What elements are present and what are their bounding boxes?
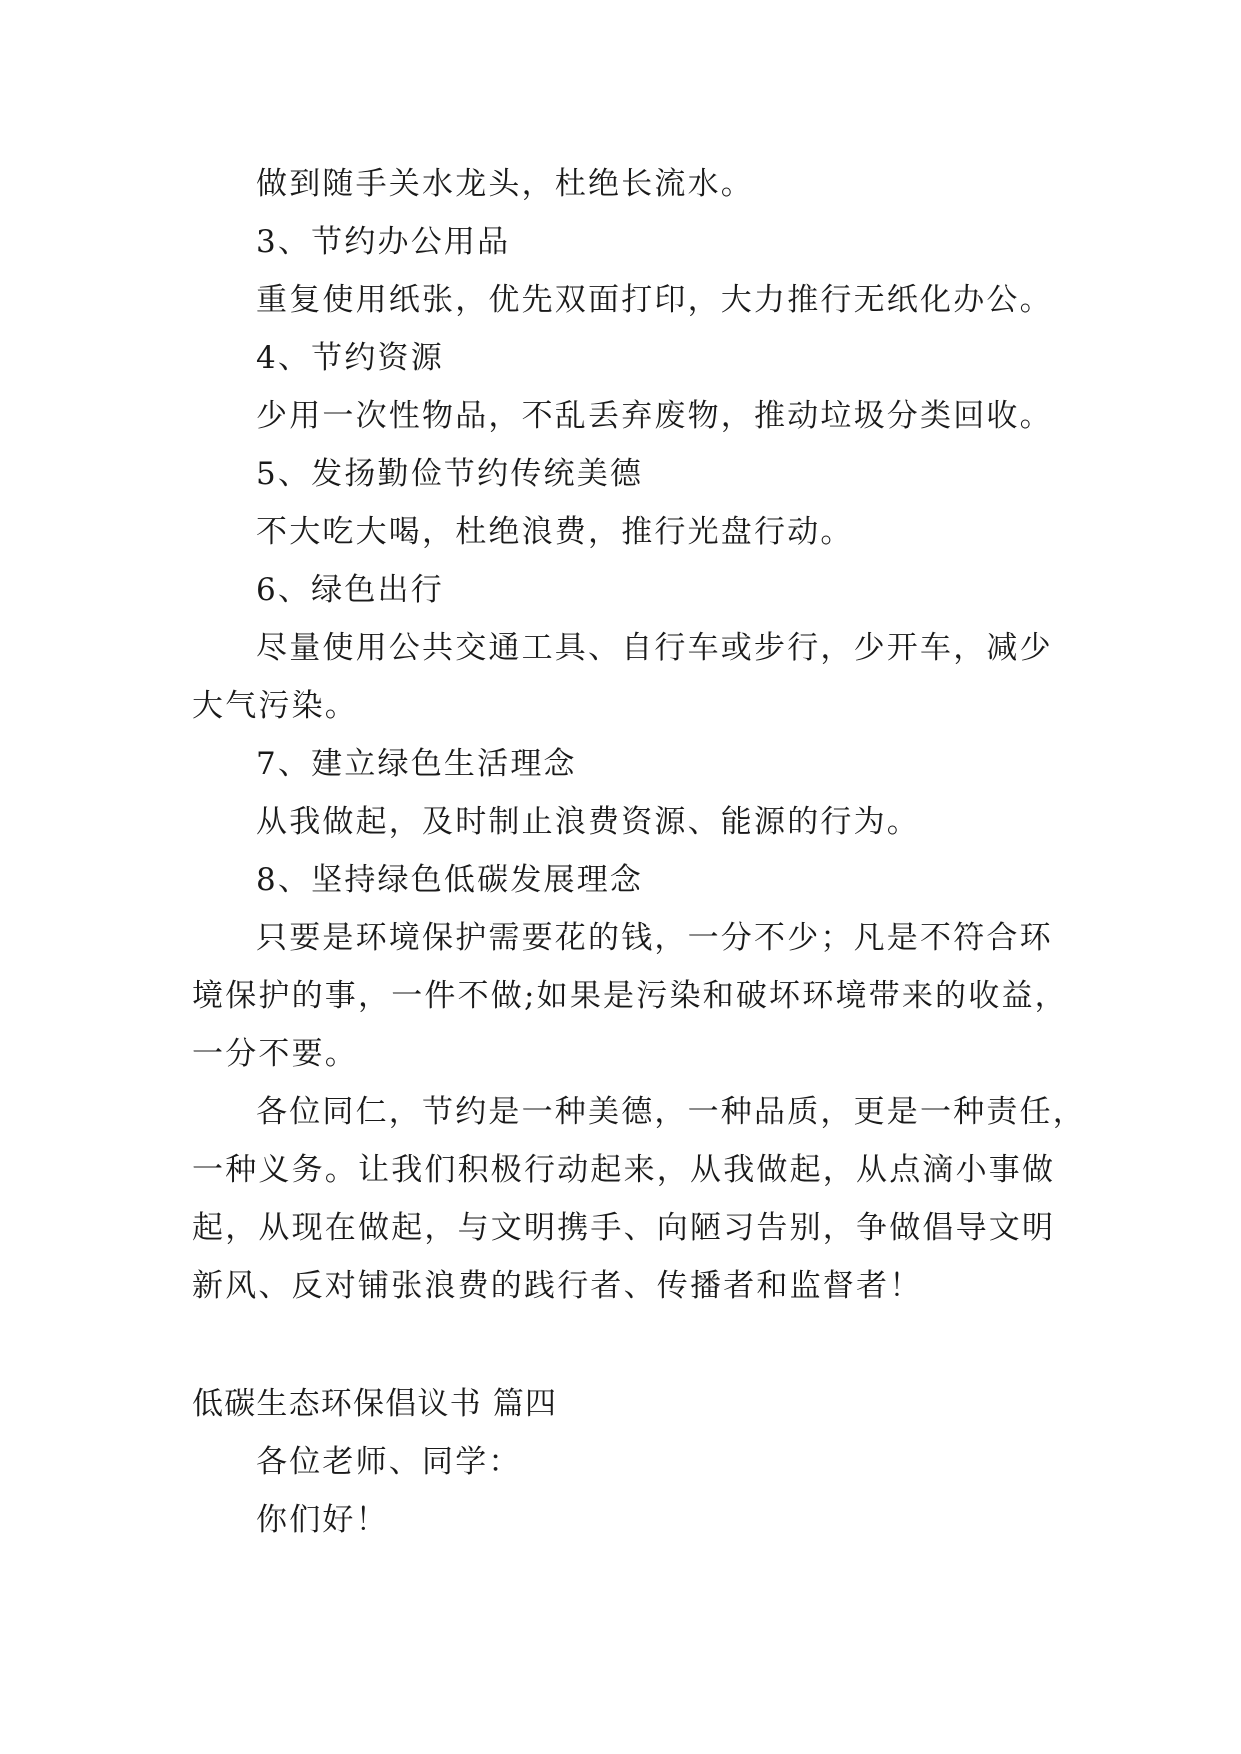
salutation: 各位老师、同学： bbox=[256, 1444, 522, 1480]
text-line: 各位同仁，节约是一种美德，一种品质，更是一种责任， bbox=[256, 1094, 1086, 1130]
text-line: 不大吃大喝，杜绝浪费，推行光盘行动。 bbox=[256, 514, 854, 550]
list-item-heading: 8、坚持绿色低碳发展理念 bbox=[256, 862, 644, 898]
greeting: 你们好！ bbox=[256, 1502, 389, 1538]
text-line: 一种义务。让我们积极行动起来，从我做起，从点滴小事做 bbox=[192, 1152, 1056, 1188]
text-line: 只要是环境保护需要花的钱，一分不少；凡是不符合环 bbox=[256, 920, 1053, 956]
list-item-heading: 6、绿色出行 bbox=[256, 572, 444, 608]
text-line: 一分不要。 bbox=[192, 1036, 358, 1072]
text-line: 新风、反对铺张浪费的践行者、传播者和监督者！ bbox=[192, 1268, 923, 1304]
text-line: 大气污染。 bbox=[192, 688, 358, 724]
text-line: 境保护的事，一件不做;如果是污染和破坏环境带来的收益， bbox=[192, 978, 1068, 1014]
text-line: 少用一次性物品，不乱丢弃废物，推动垃圾分类回收。 bbox=[256, 398, 1053, 434]
text-line: 重复使用纸张，优先双面打印，大力推行无纸化办公。 bbox=[256, 282, 1053, 318]
section-title: 低碳生态环保倡议书 篇四 bbox=[192, 1386, 558, 1422]
list-item-heading: 3、节约办公用品 bbox=[256, 224, 511, 260]
text-line: 尽量使用公共交通工具、自行车或步行，少开车，减少 bbox=[256, 630, 1053, 666]
list-item-heading: 4、节约资源 bbox=[256, 340, 444, 376]
text-line: 起，从现在做起，与文明携手、向陋习告别，争做倡导文明 bbox=[192, 1210, 1056, 1246]
list-item-heading: 5、发扬勤俭节约传统美德 bbox=[256, 456, 644, 492]
text-line: 从我做起，及时制止浪费资源、能源的行为。 bbox=[256, 804, 920, 840]
text-line: 做到随手关水龙头，杜绝长流水。 bbox=[256, 166, 754, 202]
list-item-heading: 7、建立绿色生活理念 bbox=[256, 746, 577, 782]
